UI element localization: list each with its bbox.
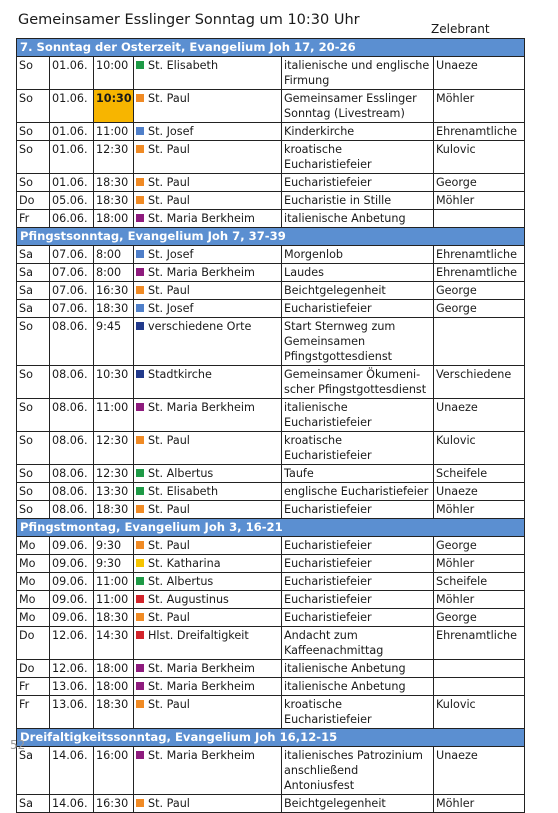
church-color-marker <box>136 127 144 135</box>
place-cell <box>134 318 282 366</box>
celebrant-cell: Möhler <box>434 192 525 210</box>
church-color-marker <box>136 613 144 621</box>
celebrant-cell: Scheifele <box>434 573 525 591</box>
event-cell: Start Sternweg zum Gemeinsamen Pfingstgottesdienst <box>282 318 434 366</box>
church-color-marker <box>136 61 144 69</box>
place-name: St. Paul <box>148 284 190 297</box>
date-cell: 07.06. <box>50 282 94 300</box>
date-cell: 08.06. <box>50 366 94 399</box>
event-cell: Morgenlob <box>282 246 434 264</box>
event-cell: Eucharistiefeier <box>282 591 434 609</box>
church-color-marker <box>136 322 144 330</box>
celebrant-cell: Möhler <box>434 555 525 573</box>
celebrant-cell: George <box>434 300 525 318</box>
day-cell: Do <box>17 192 50 210</box>
place-cell <box>134 246 282 264</box>
date-cell: 07.06. <box>50 246 94 264</box>
day-cell: So <box>17 318 50 366</box>
event-cell: Eucharistiefeier <box>282 537 434 555</box>
place-cell <box>134 696 282 729</box>
day-cell: So <box>17 90 50 123</box>
day-cell: Mo <box>17 555 50 573</box>
place-name: St. Maria Berkheim <box>148 749 255 762</box>
day-cell: Sa <box>17 282 50 300</box>
event-cell: Eucharistiefeier <box>282 300 434 318</box>
date-cell: 14.06. <box>50 747 94 795</box>
celebrant-cell: Möhler <box>434 795 525 813</box>
church-color-marker <box>136 799 144 807</box>
table-row <box>17 123 525 141</box>
day-cell: So <box>17 174 50 192</box>
page-title: Gemeinsamer Esslinger Sonntag um 10:30 Uhr <box>18 12 360 28</box>
date-cell: 08.06. <box>50 483 94 501</box>
day-cell: Sa <box>17 300 50 318</box>
time-cell: 16:00 <box>94 747 134 795</box>
time-cell: 9:30 <box>94 537 134 555</box>
event-cell: kroatische Eucharistiefeier <box>282 432 434 465</box>
table-row <box>17 57 525 90</box>
time-cell: 10:30 <box>94 366 134 399</box>
church-color-marker <box>136 268 144 276</box>
celebrant-cell <box>434 660 525 678</box>
celebrant-cell: Ehrenamtliche <box>434 627 525 660</box>
event-cell: Beichtgelegenheit <box>282 795 434 813</box>
time-cell: 11:00 <box>94 399 134 432</box>
table-row <box>17 282 525 300</box>
section-heading: 7. Sonntag der Osterzeit, Evangelium Joh 17, 20-26 <box>17 39 525 57</box>
date-cell: 09.06. <box>50 573 94 591</box>
event-cell: Andacht zum Kaffeenachmittag <box>282 627 434 660</box>
day-cell: Do <box>17 660 50 678</box>
place-cell <box>134 123 282 141</box>
day-cell: So <box>17 366 50 399</box>
celebrant-cell: Unaeze <box>434 747 525 795</box>
celebrant-cell: Kulovic <box>434 432 525 465</box>
table-row <box>17 573 525 591</box>
celebrant-cell: George <box>434 282 525 300</box>
time-cell: 13:30 <box>94 483 134 501</box>
section-header <box>17 729 525 747</box>
church-color-marker <box>136 145 144 153</box>
date-cell: 08.06. <box>50 318 94 366</box>
time-cell: 11:00 <box>94 123 134 141</box>
event-cell: englische Eucharistiefeier <box>282 483 434 501</box>
place-name: St. Elisabeth <box>148 485 219 498</box>
place-cell <box>134 141 282 174</box>
table-row <box>17 465 525 483</box>
time-cell: 18:30 <box>94 501 134 519</box>
place-cell <box>134 660 282 678</box>
event-cell: Eucharistiefeier <box>282 174 434 192</box>
celebrant-cell: Kulovic <box>434 696 525 729</box>
place-cell <box>134 432 282 465</box>
event-cell: italienische Anbetung <box>282 660 434 678</box>
time-cell: 12:30 <box>94 432 134 465</box>
celebrant-cell: Unaeze <box>434 57 525 90</box>
event-cell: Eucharistiefeier <box>282 555 434 573</box>
page-number: 52 <box>10 738 26 752</box>
time-cell: 9:45 <box>94 318 134 366</box>
date-cell: 08.06. <box>50 501 94 519</box>
place-cell <box>134 174 282 192</box>
place-name: St. Maria Berkheim <box>148 401 255 414</box>
day-cell: Mo <box>17 573 50 591</box>
church-color-marker <box>136 682 144 690</box>
church-color-marker <box>136 94 144 102</box>
place-cell <box>134 678 282 696</box>
celebrant-cell: Unaeze <box>434 399 525 432</box>
church-color-marker <box>136 700 144 708</box>
date-cell: 01.06. <box>50 141 94 174</box>
celebrant-cell: Kulovic <box>434 141 525 174</box>
time-cell: 18:00 <box>94 660 134 678</box>
table-row <box>17 246 525 264</box>
section-heading: Dreifaltigkeitssonntag, Evangelium Joh 16,12-15 <box>17 729 525 747</box>
date-cell: 12.06. <box>50 660 94 678</box>
place-name: St. Paul <box>148 143 190 156</box>
celebrant-cell: Verschiedene <box>434 366 525 399</box>
place-name: St. Paul <box>148 611 190 624</box>
church-color-marker <box>136 631 144 639</box>
day-cell: Mo <box>17 591 50 609</box>
celebrant-cell: Ehrenamtliche <box>434 246 525 264</box>
date-cell: 08.06. <box>50 432 94 465</box>
day-cell: So <box>17 123 50 141</box>
event-cell: Gemeinsamer Ökumeni-scher Pfingstgottesdienst <box>282 366 434 399</box>
time-cell: 16:30 <box>94 795 134 813</box>
church-color-marker <box>136 577 144 585</box>
event-cell: italienische Anbetung <box>282 678 434 696</box>
day-cell: Fr <box>17 678 50 696</box>
church-color-marker <box>136 178 144 186</box>
day-cell: Mo <box>17 609 50 627</box>
event-cell: kroatische Eucharistiefeier <box>282 141 434 174</box>
event-cell: Eucharistiefeier <box>282 501 434 519</box>
church-color-marker <box>136 436 144 444</box>
celebrant-cell <box>434 210 525 228</box>
table-row <box>17 192 525 210</box>
time-cell: 18:00 <box>94 210 134 228</box>
place-name: Stadtkirche <box>148 368 212 381</box>
church-color-marker <box>136 403 144 411</box>
church-color-marker <box>136 304 144 312</box>
place-name: St. Paul <box>148 503 190 516</box>
time-cell: 18:30 <box>94 192 134 210</box>
time-cell: 10:00 <box>94 57 134 90</box>
place-name: St. Josef <box>148 125 194 138</box>
day-cell: So <box>17 57 50 90</box>
time-cell: 10:30 <box>94 90 134 123</box>
place-name: St. Katharina <box>148 557 221 570</box>
time-cell: 18:30 <box>94 300 134 318</box>
place-cell <box>134 609 282 627</box>
event-cell: italienisches Patrozinium anschließend Antoniusfest <box>282 747 434 795</box>
celebrant-cell: George <box>434 609 525 627</box>
date-cell: 09.06. <box>50 591 94 609</box>
section-header <box>17 39 525 57</box>
place-name: St. Paul <box>148 539 190 552</box>
church-color-marker <box>136 370 144 378</box>
day-cell: So <box>17 432 50 465</box>
event-cell: italienische Anbetung <box>282 210 434 228</box>
table-row <box>17 678 525 696</box>
place-cell <box>134 366 282 399</box>
celebrant-cell: Möhler <box>434 501 525 519</box>
celebrant-cell: Unaeze <box>434 483 525 501</box>
table-row <box>17 210 525 228</box>
section-heading: Pfingstsonntag, Evangelium Joh 7, 37-39 <box>17 228 525 246</box>
date-cell: 12.06. <box>50 627 94 660</box>
church-color-marker <box>136 664 144 672</box>
time-cell: 16:30 <box>94 282 134 300</box>
event-cell: italienische und englische Firmung <box>282 57 434 90</box>
date-cell: 01.06. <box>50 123 94 141</box>
event-cell: kroatische Eucharistiefeier <box>282 696 434 729</box>
section-header <box>17 228 525 246</box>
day-cell: Sa <box>17 747 50 795</box>
time-cell: 9:30 <box>94 555 134 573</box>
church-color-marker <box>136 214 144 222</box>
table-row <box>17 501 525 519</box>
date-cell: 05.06. <box>50 192 94 210</box>
day-cell: So <box>17 501 50 519</box>
section-header <box>17 519 525 537</box>
place-name: St. Josef <box>148 248 194 261</box>
table-row <box>17 483 525 501</box>
celebrant-cell <box>434 318 525 366</box>
date-cell: 01.06. <box>50 90 94 123</box>
celebrant-cell: George <box>434 174 525 192</box>
place-cell <box>134 57 282 90</box>
place-name: St. Josef <box>148 302 194 315</box>
day-cell: So <box>17 141 50 174</box>
time-cell: 12:30 <box>94 141 134 174</box>
event-cell: Kinderkirche <box>282 123 434 141</box>
date-cell: 08.06. <box>50 465 94 483</box>
time-cell: 11:00 <box>94 591 134 609</box>
table-row <box>17 795 525 813</box>
church-color-marker <box>136 469 144 477</box>
place-cell <box>134 573 282 591</box>
day-cell: So <box>17 399 50 432</box>
place-name: St. Paul <box>148 698 190 711</box>
event-cell: Eucharistie in Stille <box>282 192 434 210</box>
date-cell: 07.06. <box>50 300 94 318</box>
church-color-marker <box>136 250 144 258</box>
church-color-marker <box>136 286 144 294</box>
section-heading: Pfingstmontag, Evangelium Joh 3, 16-21 <box>17 519 525 537</box>
place-cell <box>134 555 282 573</box>
place-cell <box>134 483 282 501</box>
table-row <box>17 264 525 282</box>
day-cell: Mo <box>17 537 50 555</box>
place-cell <box>134 747 282 795</box>
church-color-marker <box>136 751 144 759</box>
celebrant-cell: Ehrenamtliche <box>434 264 525 282</box>
place-cell <box>134 210 282 228</box>
place-name: St. Albertus <box>148 575 214 588</box>
table-row <box>17 432 525 465</box>
place-cell <box>134 591 282 609</box>
table-row <box>17 174 525 192</box>
date-cell: 01.06. <box>50 57 94 90</box>
place-cell <box>134 192 282 210</box>
date-cell: 09.06. <box>50 609 94 627</box>
event-cell: italienische Eucharistiefeier <box>282 399 434 432</box>
place-name: Hlst. Dreifaltigkeit <box>148 629 249 642</box>
place-name: St. Maria Berkheim <box>148 680 255 693</box>
event-cell: Taufe <box>282 465 434 483</box>
table-row <box>17 627 525 660</box>
time-cell: 18:30 <box>94 174 134 192</box>
date-cell: 07.06. <box>50 264 94 282</box>
table-row <box>17 141 525 174</box>
time-cell: 8:00 <box>94 264 134 282</box>
table-row <box>17 366 525 399</box>
day-cell: Sa <box>17 795 50 813</box>
table-row <box>17 747 525 795</box>
day-cell: Fr <box>17 696 50 729</box>
celebrant-cell: Möhler <box>434 591 525 609</box>
place-name: St. Maria Berkheim <box>148 212 255 225</box>
time-cell: 18:30 <box>94 609 134 627</box>
place-cell <box>134 399 282 432</box>
date-cell: 01.06. <box>50 174 94 192</box>
date-cell: 06.06. <box>50 210 94 228</box>
celebrant-column-header: Zelebrant <box>431 22 490 36</box>
place-cell <box>134 264 282 282</box>
place-name: verschiedene Orte <box>148 320 252 333</box>
church-color-marker <box>136 559 144 567</box>
time-cell: 18:30 <box>94 696 134 729</box>
time-cell: 11:00 <box>94 573 134 591</box>
time-cell: 8:00 <box>94 246 134 264</box>
date-cell: 09.06. <box>50 537 94 555</box>
table-row <box>17 300 525 318</box>
place-cell <box>134 90 282 123</box>
date-cell: 13.06. <box>50 678 94 696</box>
table-row <box>17 609 525 627</box>
day-cell: So <box>17 483 50 501</box>
celebrant-cell <box>434 678 525 696</box>
place-cell <box>134 300 282 318</box>
place-cell <box>134 795 282 813</box>
time-cell: 18:00 <box>94 678 134 696</box>
table-row <box>17 591 525 609</box>
place-cell <box>134 537 282 555</box>
date-cell: 08.06. <box>50 399 94 432</box>
date-cell: 09.06. <box>50 555 94 573</box>
time-cell: 12:30 <box>94 465 134 483</box>
table-row <box>17 660 525 678</box>
place-cell <box>134 501 282 519</box>
celebrant-cell: Scheifele <box>434 465 525 483</box>
place-name: St. Augustinus <box>148 593 229 606</box>
place-name: St. Paul <box>148 434 190 447</box>
table-row <box>17 90 525 123</box>
day-cell: So <box>17 465 50 483</box>
event-cell: Laudes <box>282 264 434 282</box>
place-cell <box>134 282 282 300</box>
table-row <box>17 555 525 573</box>
place-name: St. Elisabeth <box>148 59 219 72</box>
church-color-marker <box>136 487 144 495</box>
celebrant-cell: Ehrenamtliche <box>434 123 525 141</box>
date-cell: 14.06. <box>50 795 94 813</box>
place-cell <box>134 465 282 483</box>
event-cell: Gemeinsamer Esslinger Sonntag (Livestream) <box>282 90 434 123</box>
celebrant-cell: George <box>434 537 525 555</box>
event-cell: Eucharistiefeier <box>282 609 434 627</box>
date-cell: 13.06. <box>50 696 94 729</box>
table-row <box>17 318 525 366</box>
day-cell: Fr <box>17 210 50 228</box>
celebrant-cell: Möhler <box>434 90 525 123</box>
place-name: St. Paul <box>148 176 190 189</box>
church-color-marker <box>136 595 144 603</box>
place-name: St. Paul <box>148 797 190 810</box>
table-row <box>17 696 525 729</box>
place-name: St. Maria Berkheim <box>148 266 255 279</box>
place-name: St. Paul <box>148 194 190 207</box>
church-color-marker <box>136 196 144 204</box>
event-cell: Beichtgelegenheit <box>282 282 434 300</box>
table-row <box>17 537 525 555</box>
time-cell: 14:30 <box>94 627 134 660</box>
place-name: St. Maria Berkheim <box>148 662 255 675</box>
table-row <box>17 399 525 432</box>
church-color-marker <box>136 541 144 549</box>
event-cell: Eucharistiefeier <box>282 573 434 591</box>
day-cell: Sa <box>17 264 50 282</box>
place-cell <box>134 627 282 660</box>
church-color-marker <box>136 505 144 513</box>
place-name: St. Albertus <box>148 467 214 480</box>
day-cell: Sa <box>17 246 50 264</box>
day-cell: Do <box>17 627 50 660</box>
service-schedule-table <box>16 38 525 813</box>
place-name: St. Paul <box>148 92 190 105</box>
